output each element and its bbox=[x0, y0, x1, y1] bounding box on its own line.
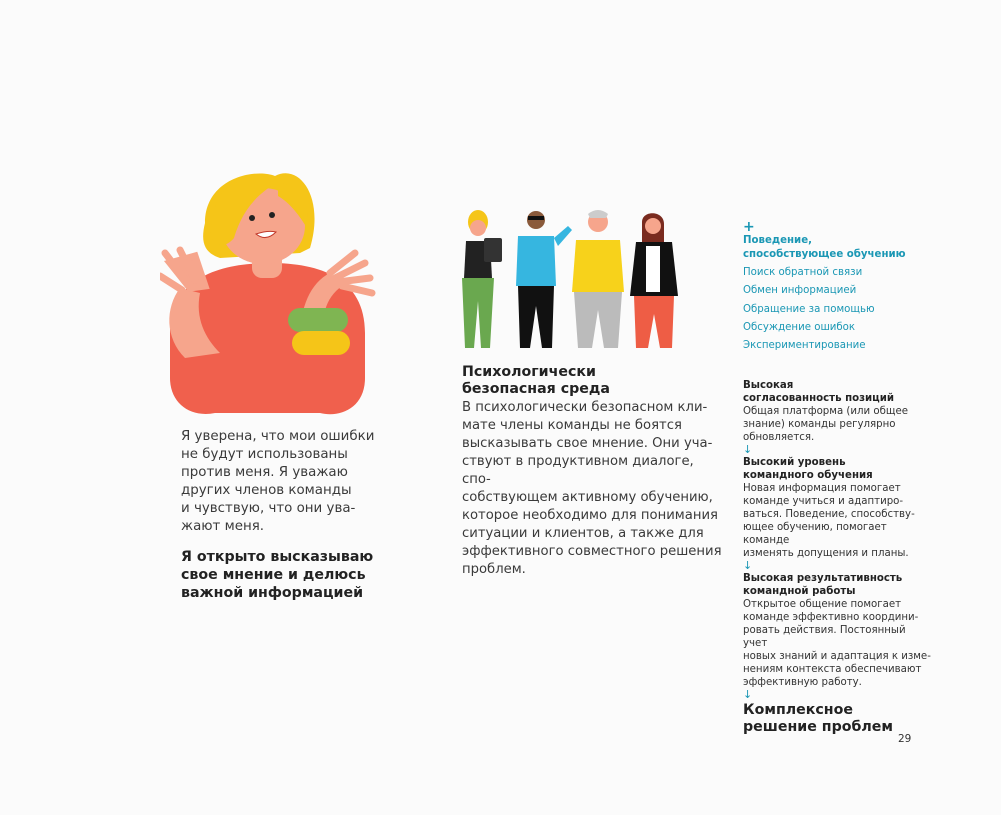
down-arrow-icon: ↓ bbox=[743, 442, 753, 456]
down-arrow-icon: ↓ bbox=[743, 687, 753, 701]
down-arrow-icon: ↓ bbox=[743, 558, 753, 572]
learning-item: Обмен информацией bbox=[743, 285, 857, 297]
learning-behavior-heading: Поведение, способствующее обучению bbox=[743, 235, 906, 260]
learning-item: Обсуждение ошибок bbox=[743, 321, 856, 333]
team-group-illustration bbox=[448, 206, 688, 352]
right-column bbox=[743, 220, 933, 736]
block-heading-learning: Высокий уровень командного обучения bbox=[743, 456, 873, 481]
block-body-alignment: Общая платформа (или общее знание) команды регулярно обновляется. bbox=[743, 405, 909, 443]
learning-item: Экспериментирование bbox=[743, 339, 866, 351]
block-body-performance: Открытое общение помогает команде эффективно координи- ровать действия. Постоянный учет новых знаний и адаптация к изме- нениям контекста обеспечивают эффективную работу. bbox=[743, 598, 931, 688]
learning-item: Обращение за помощью bbox=[743, 303, 875, 315]
block-heading-alignment: Высокая согласованность позиций bbox=[743, 379, 894, 404]
page-number: 29 bbox=[898, 733, 912, 745]
middle-body-text: В психологически безопасном кли- мате члены команды не боятся высказывать свое мнение. Они уча- ствуют в продуктивном диалоге, спо- собствующем активному обучению, которое необходимо для понимания ситуации и клиентов, а также для эффективного совместного решения проблем. bbox=[462, 400, 722, 577]
final-heading: Комплексное решение проблем bbox=[743, 701, 893, 735]
block-body-learning: Новая информация помогает команде учиться и адаптиро- ваться. Поведение, способству- ющее обучению, помогает команде изменять допущения и планы. bbox=[743, 482, 915, 559]
left-heading: Я открыто высказываю свое мнение и делюсь важной информацией bbox=[181, 549, 374, 601]
learning-item: Поиск обратной связи bbox=[743, 267, 863, 279]
left-quote-text: Я уверена, что мои ошибки не будут использованы против меня. Я уважаю других членов команды и чувствую, что они ува- жают меня. bbox=[181, 429, 375, 534]
middle-heading: Психологически безопасная среда bbox=[462, 364, 610, 397]
plus-sign: + bbox=[743, 219, 755, 235]
woman-illustration bbox=[160, 168, 380, 418]
block-heading-performance: Высокая результативность командной работы bbox=[743, 572, 903, 597]
